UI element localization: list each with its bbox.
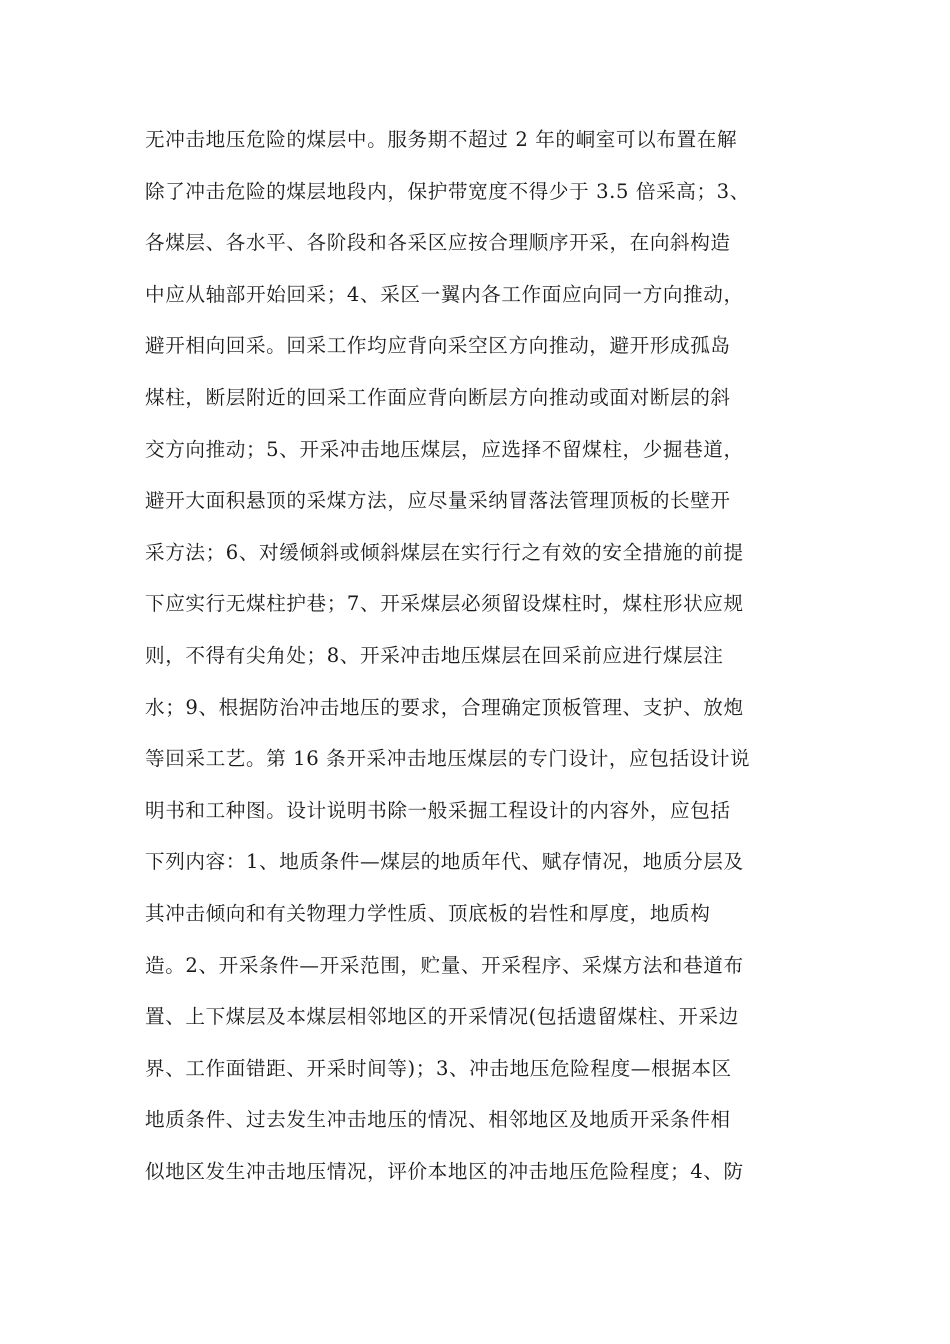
text-line: 煤柱，断层附近的回采工作面应背向断层方向推动或面对断层的斜 <box>145 385 731 409</box>
text-line: 其冲击倾向和有关物理力学性质、顶底板的岩性和厚度，地质构 <box>145 901 711 925</box>
text-line: 明书和工种图。设计说明书除一般采掘工程设计的内容外，应包括 <box>145 798 731 822</box>
text-line: 采方法；6、对缓倾斜或倾斜煤层在实行行之有效的安全措施的前提 <box>145 540 744 564</box>
text-line: 造。2、开采条件—开采范围，贮量、开采程序、采煤方法和巷道布 <box>145 953 744 977</box>
text-line: 界、工作面错距、开采时间等)；3、冲击地压危险程度—根据本区 <box>145 1056 732 1080</box>
text-line: 似地区发生冲击地压情况，评价本地区的冲击地压危险程度；4、防 <box>145 1159 744 1183</box>
text-line: 等回采工艺。第 16 条开采冲击地压煤层的专门设计，应包括设计说 <box>145 747 751 771</box>
text-line: 各煤层、各水平、各阶段和各采区应按合理顺序开采，在向斜构造 <box>145 231 731 255</box>
text-line: 下列内容：1、地质条件—煤层的地质年代、赋存情况，地质分层及 <box>145 850 744 874</box>
text-line: 无冲击地压危险的煤层中。服务期不超过 2 年的峒室可以布置在解 <box>145 128 738 151</box>
text-line: 中应从轴部开始回采；4、采区一翼内各工作面应向同一方向推动， <box>145 282 744 306</box>
text-line: 地质条件、过去发生冲击地压的情况、相邻地区及地质开采条件相 <box>145 1108 731 1132</box>
text-line: 置、上下煤层及本煤层相邻地区的开采情况(包括遗留煤柱、开采边 <box>145 1005 739 1029</box>
text-line: 避开大面积悬顶的采煤方法，应尽量采纳冒落法管理顶板的长壁开 <box>145 489 731 513</box>
text-line: 避开相向回采。回采工作均应背向采空区方向推动，避开形成孤岛 <box>145 334 731 358</box>
text-line: 水；9、根据防治冲击地压的要求，合理确定顶板管理、支护、放炮 <box>145 695 744 719</box>
text-line: 下应实行无煤柱护巷；7、开采煤层必须留设煤柱时，煤柱形状应规 <box>145 592 744 616</box>
text-line: 除了冲击危险的煤层地段内，保护带宽度不得少于 3.5 倍采高；3、 <box>145 179 750 203</box>
text-line: 交方向推动；5、开采冲击地压煤层，应选择不留煤柱，少掘巷道， <box>145 437 744 461</box>
body-text <box>145 114 815 1197</box>
text-line: 则，不得有尖角处；8、开采冲击地压煤层在回采前应进行煤层注 <box>145 643 724 667</box>
